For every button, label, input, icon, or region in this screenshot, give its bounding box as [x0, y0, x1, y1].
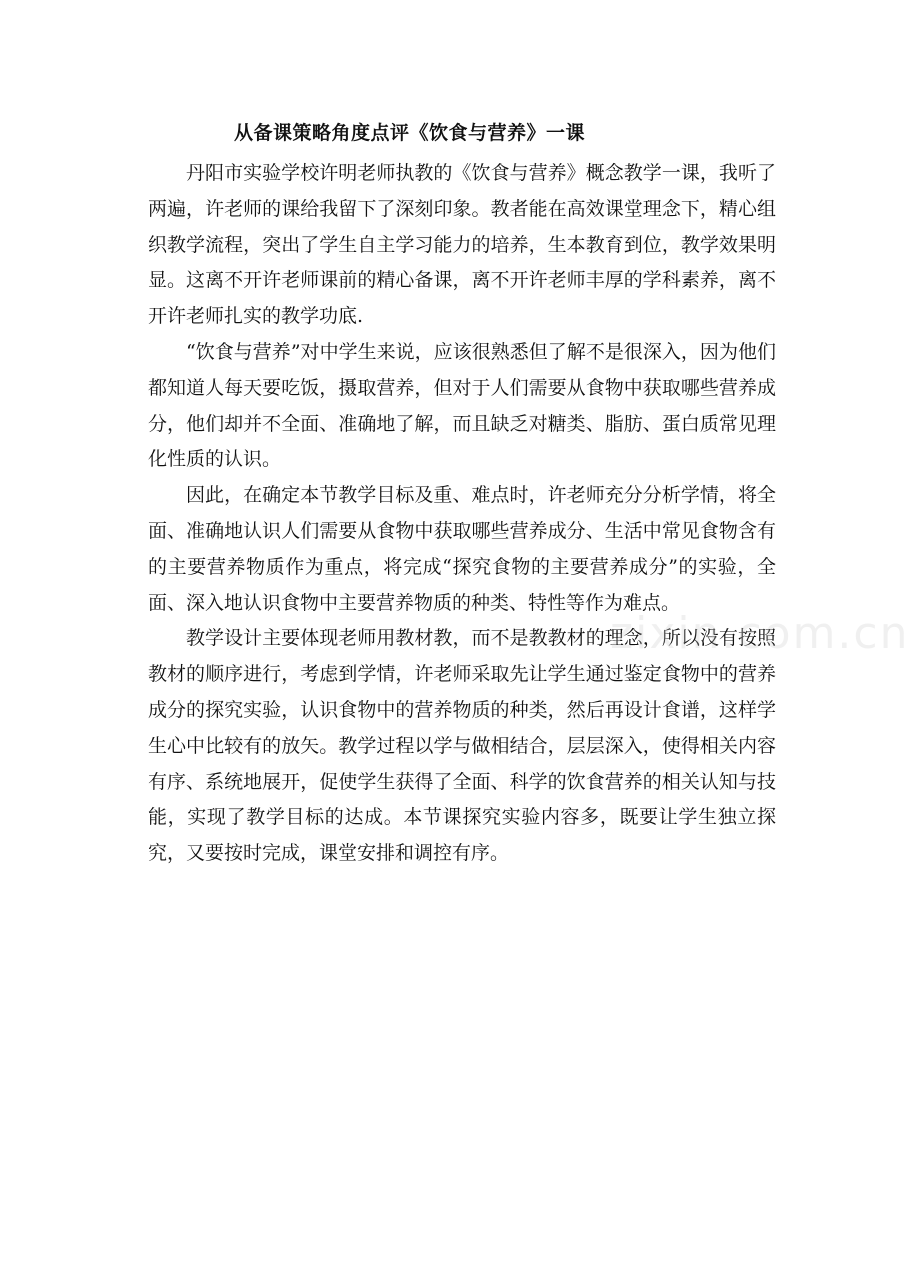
- paragraph-2: “饮食与营养”对中学生来说，应该很熟悉但了解不是很深入，因为他们都知道人每天要吃饭，摄取营养，但对于人们需要从食物中获取哪些营养成分，他们却并不全面、准确地了解，而且缺乏对糖类、脂肪、蛋白质常见理化性质的认识。: [148, 340, 776, 471]
- paragraph-4: 教学设计主要体现老师用教材教，而不是教教材的理念，所以没有按照教材的顺序进行，考虑到学情，许老师采取先让学生通过鉴定食物中的营养成分的探究实验，认识食物中的营养物质的种类，然后再设计食谱，这样学生心中比较有的放矢。教学过程以学与做相结合，层层深入，使得相关内容有序、系统地展开，促使学生获得了全面、科学的饮食营养的相关认知与技能，实现了教学目标的达成。本节课探究实验内容多，既要让学生独立探究，又要按时完成，课堂安排和调控有序。: [148, 627, 776, 865]
- watermark: zixin.com.cn: [610, 608, 910, 659]
- document-body: [148, 118, 776, 872]
- document-title: 从备课策略角度点评《饮食与营养》一课: [234, 122, 586, 144]
- paragraph-3: 因此，在确定本节教学目标及重、难点时，许老师充分分析学情，将全面、准确地认识人们需要从食物中获取哪些营养成分、生活中常见食物含有的主要营养物质作为重点，将完成“探究食物的主要营养成分”的实验，全面、深入地认识食物中主要营养物质的种类、特性等作为难点。: [148, 484, 776, 614]
- paragraph-1: 丹阳市实验学校许明老师执教的《饮食与营养》概念教学一课，我听了两遍，许老师的课给我留下了深刻印象。教者能在高效课堂理念下，精心组织教学流程，突出了学生自主学习能力的培养，生本教育到位，教学效果明显。这离不开许老师课前的精心备课，离不开许老师丰厚的学科素养，离不开许老师扎实的教学功底.: [148, 162, 776, 328]
